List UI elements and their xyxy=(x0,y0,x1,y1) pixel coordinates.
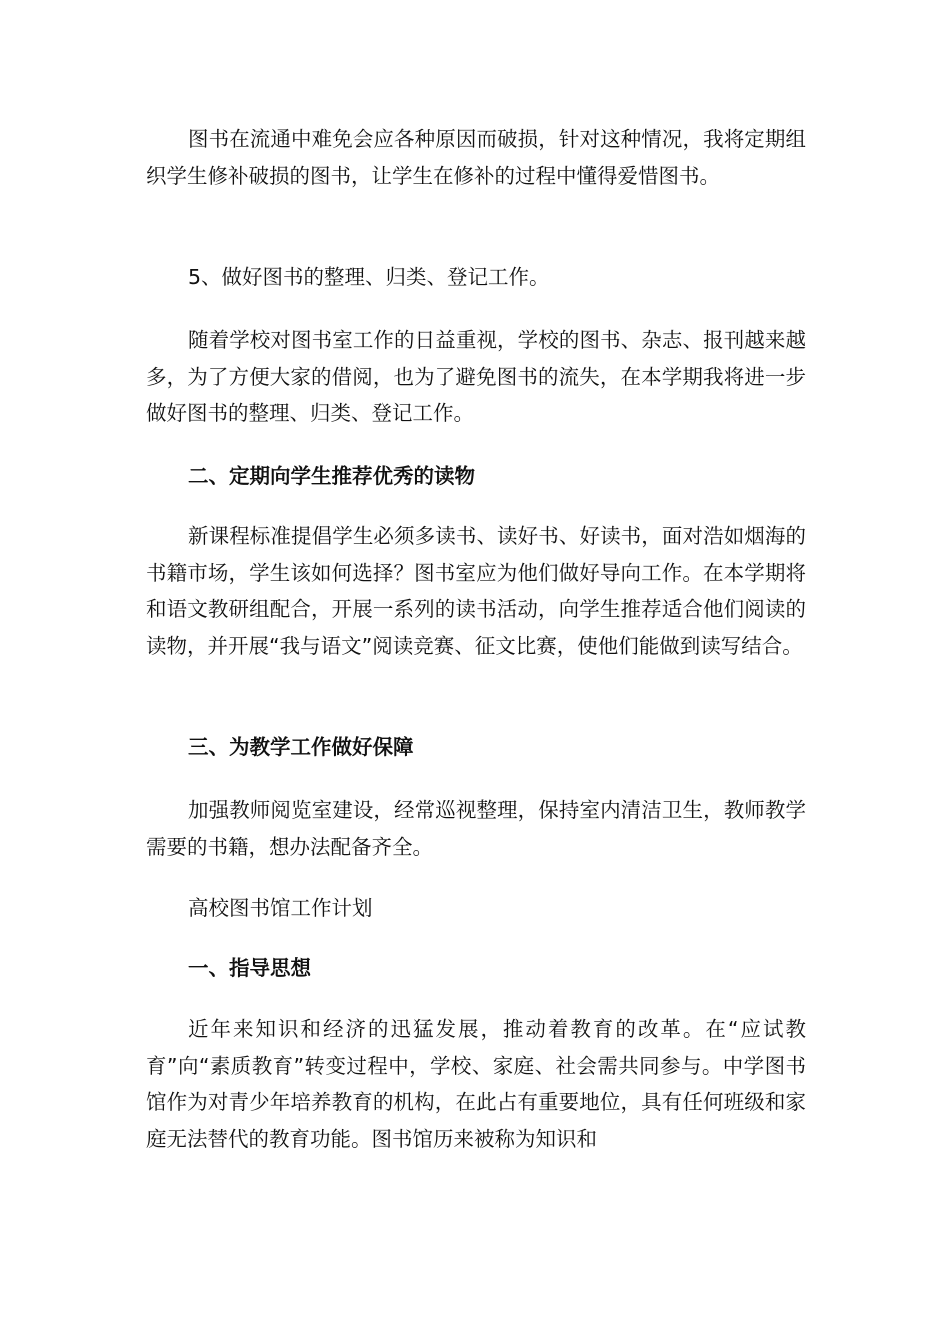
paragraph-education-reform: 近年来知识和经济的迅猛发展，推动着教育的改革。在“应试教育”向“素质教育”转变过程中，学校、家庭、社会需共同参与。中学图书馆作为对青少年培养教育的机构，在此占有重要地位，具有任何班级和家庭无法替代的教育功能。图书馆历来被称为知识和 xyxy=(146,1017,806,1151)
paragraph-book-organization: 随着学校对图书室工作的日益重视，学校的图书、杂志、报刊越来越多，为了方便大家的借阅，也为了避免图书的流失，在本学期我将进一步做好图书的整理、归类、登记工作。 xyxy=(146,328,806,425)
paragraph-reading-activities: 新课程标准提倡学生必须多读书、读好书、好读书，面对浩如烟海的书籍市场，学生该如何选择？图书室应为他们做好导向工作。在本学期将和语文教研组配合，开展一系列的读书活动，向学生推荐适合他们阅读的读物，并开展“我与语文”阅读竞赛、征文比赛，使他们能做到读写结合。 xyxy=(146,524,806,658)
paragraph-item-5: 5、做好图书的整理、归类、登记工作。 xyxy=(188,265,550,289)
paragraph-teacher-reading-room: 加强教师阅览室建设，经常巡视整理，保持室内清洁卫生，教师教学需要的书籍，想办法配备齐全。 xyxy=(146,798,806,859)
paragraph-book-repair: 图书在流通中难免会应各种原因而破损，针对这种情况，我将定期组织学生修补破损的图书，让学生在修补的过程中懂得爱惜图书。 xyxy=(146,127,806,188)
heading-guiding-ideology: 一、指导思想 xyxy=(188,956,311,980)
heading-recommend-reading: 二、定期向学生推荐优秀的读物 xyxy=(188,464,475,488)
section-title-library-plan: 高校图书馆工作计划 xyxy=(188,896,373,920)
heading-teaching-support: 三、为教学工作做好保障 xyxy=(188,735,414,759)
